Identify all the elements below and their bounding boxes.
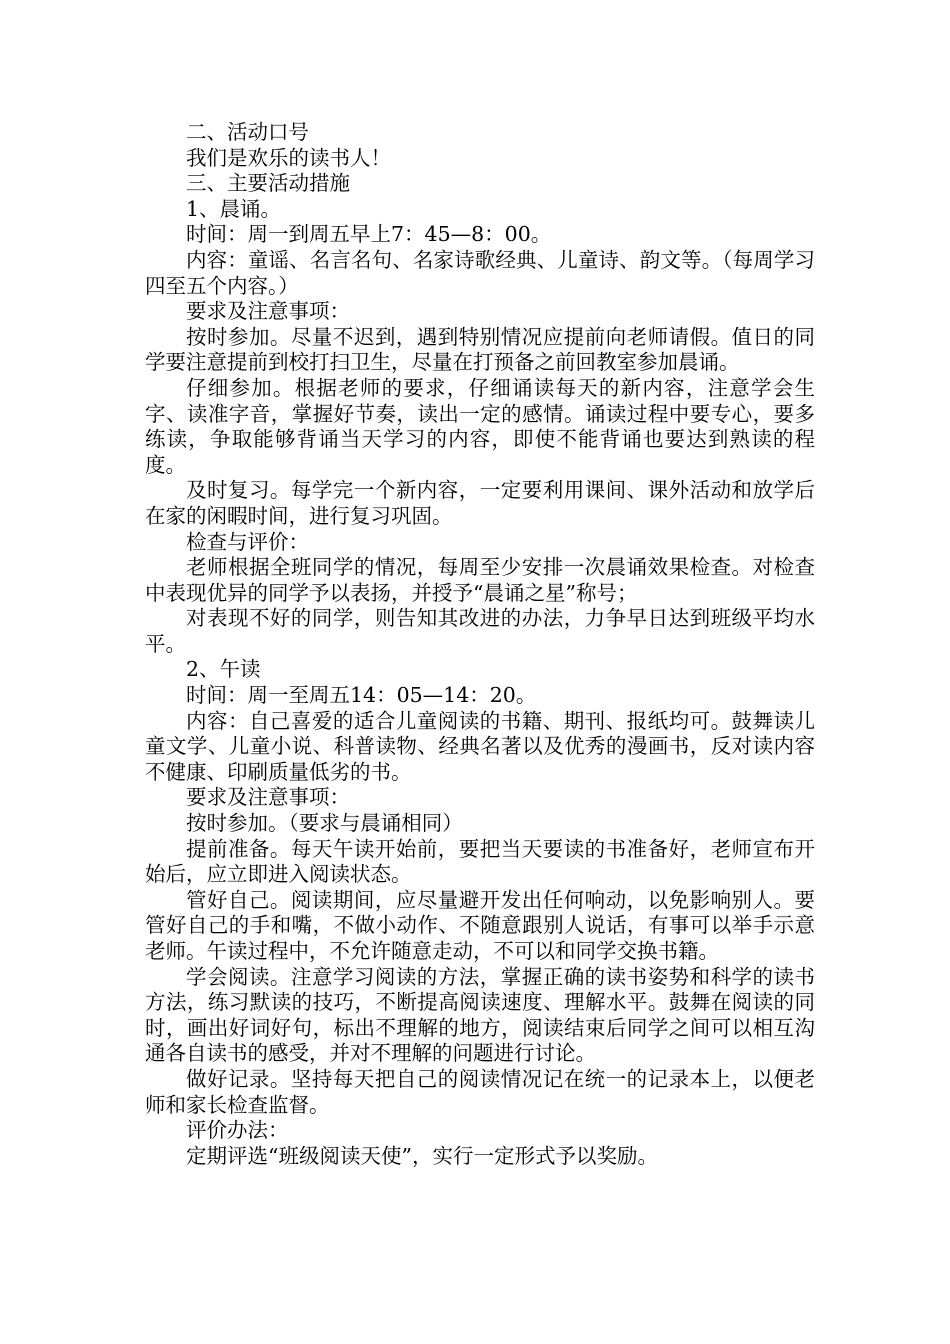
noon-requirements-heading: 要求及注意事项：: [186, 785, 350, 810]
morning-requirements-heading: 要求及注意事项：: [186, 299, 350, 324]
morning-careful-participation: 仔细参加。根据老师的要求，仔细诵读每天的新内容，注意学会生字、读准字音，掌握好节奏，读出一定的感情。诵读过程中要专心，要多练读，争取能够背诵当天学习的内容，即使不能背诵也要达到熟读的程度。: [145, 375, 815, 477]
noon-attend-on-time: 按时参加。（要求与晨诵相同）: [186, 811, 463, 836]
noon-evaluation-heading: 评价办法：: [186, 1118, 289, 1143]
morning-content: 内容：童谣、名言名句、名家诗歌经典、儿童诗、韵文等。（每周学习四至五个内容。）: [145, 247, 815, 298]
noon-content: 内容：自己喜爱的适合儿童阅读的书籍、期刊、报纸均可。鼓舞读儿童文学、儿童小说、科普读物、经典名著以及优秀的漫画书，反对读内容不健康、印刷质量低劣的书。: [145, 708, 815, 784]
noon-self-discipline: 管好自己。阅读期间，应尽量避开发出任何响动，以免影响别人。要管好自己的手和嘴，不做小动作、不随意跟别人说话，有事可以举手示意老师。午读过程中，不允许随意走动，不可以和同学交换书籍。: [145, 887, 815, 963]
noon-keep-records: 做好记录。坚持每天把自己的阅读情况记在统一的记录本上，以便老师和家长检查监督。: [145, 1066, 815, 1117]
heading-measures: 三、主要活动措施: [186, 171, 350, 196]
noon-evaluation-text: 定期评选“班级阅读天使”，实行一定形式予以奖励。: [186, 1143, 658, 1168]
morning-check-heading: 检查与评价：: [186, 529, 309, 554]
morning-timely-review: 及时复习。每学完一个新内容，一定要利用课间、课外活动和放学后在家的闲暇时间，进行复习巩固。: [145, 478, 815, 528]
morning-attend-on-time: 按时参加。尽量不迟到，遇到特别情况应提前向老师请假。值日的同学要注意提前到校打扫卫生，尽量在打预备之前回教室参加晨诵。: [145, 324, 815, 375]
heading-slogan: 二、活动口号: [186, 120, 309, 144]
section-noon-reading: 2、午读: [186, 657, 261, 682]
noon-learn-reading: 学会阅读。注意学习阅读的方法，掌握正确的读书姿势和科学的读书方法，练习默读的技巧，不断提高阅读速度、理解水平。鼓舞在阅读的同时，画出好词好句，标出不理解的地方，阅读结束后同学之间可以相互沟通各自读书的感受，并对不理解的问题进行讨论。: [145, 964, 815, 1066]
morning-check-text: 老师根据全班同学的情况，每周至少安排一次晨诵效果检查。对检查中表现优异的同学予以表扬，并授予“晨诵之星”称号；: [145, 555, 815, 605]
document-page: [145, 120, 815, 1169]
morning-time: 时间：周一到周五早上7：45—8：00。: [186, 222, 552, 247]
noon-time: 时间：周一至周五14：05—14：20。: [186, 683, 537, 708]
morning-check-followup: 对表现不好的同学，则告知其改进的办法，力争早日达到班级平均水平。: [145, 606, 815, 656]
section-morning-reading: 1、晨诵。: [186, 196, 282, 221]
slogan-text: 我们是欢乐的读书人！: [186, 145, 391, 170]
noon-prepare: 提前准备。每天午读开始前，要把当天要读的书准备好，老师宣布开始后，应立即进入阅读状态。: [145, 836, 815, 887]
